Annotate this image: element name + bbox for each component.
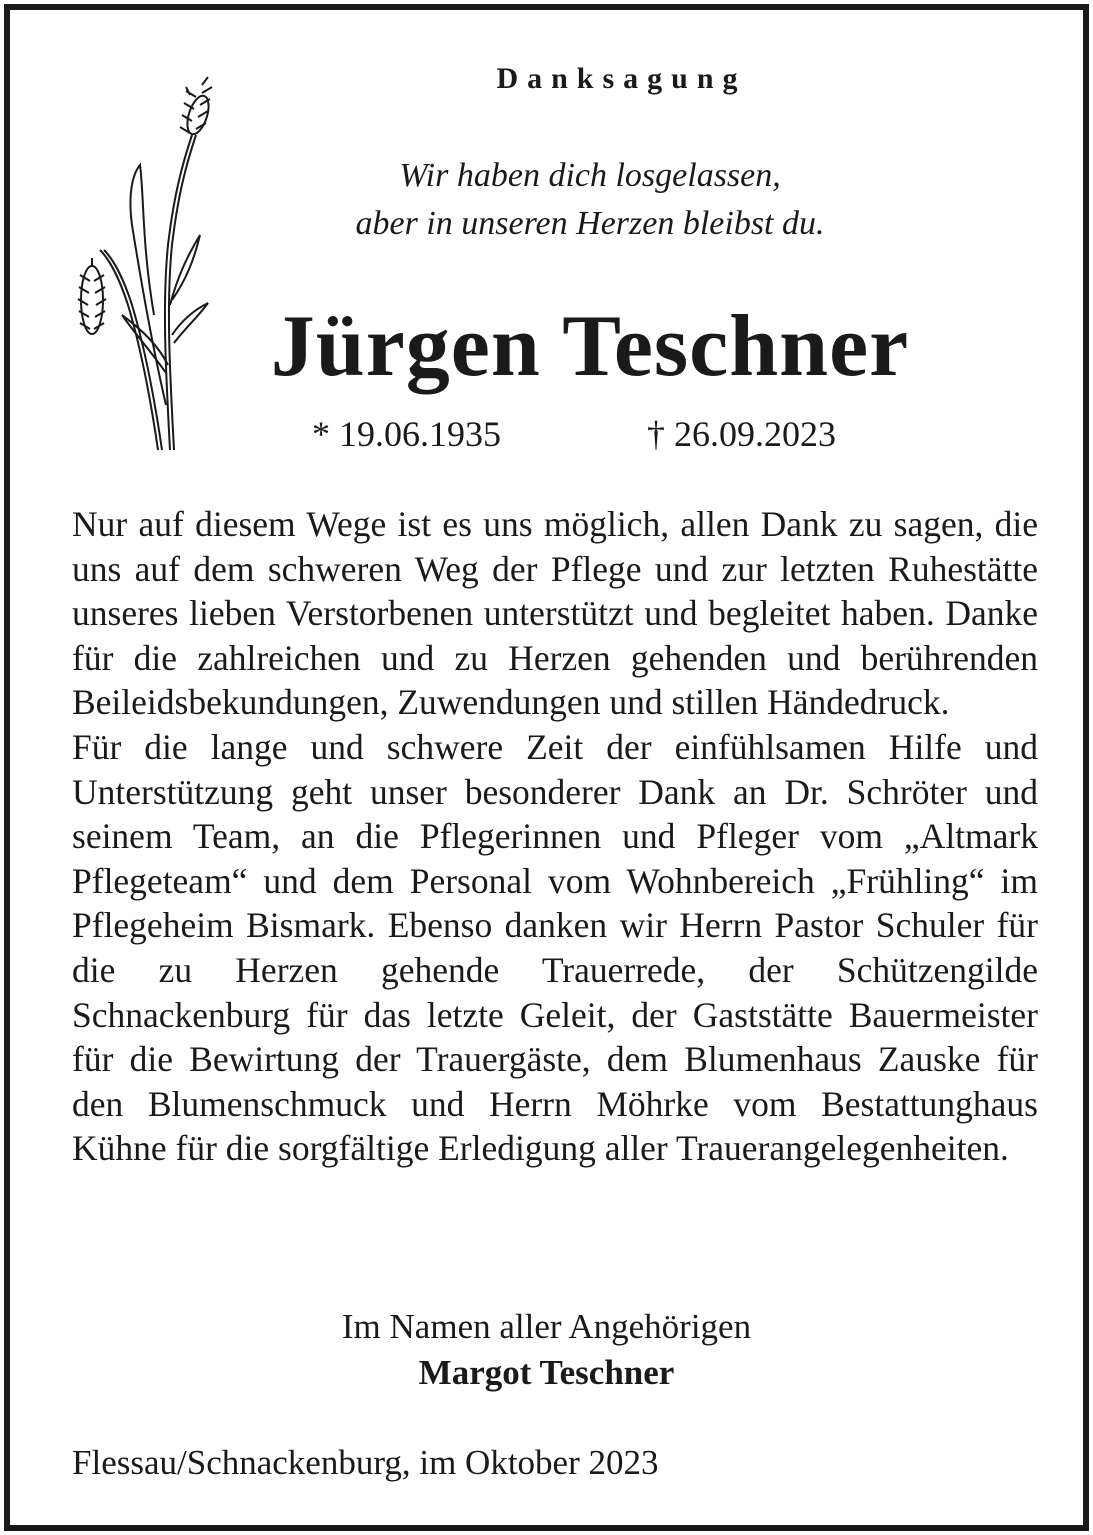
heading-title: Danksagung (496, 62, 747, 95)
motto-line-2: aber in unseren Herzen bleibst du. (355, 205, 825, 242)
notice-frame (4, 4, 1089, 1531)
body-paragraph-1: Nur auf diesem Wege ist es uns möglich, allen Dank zu sagen, die uns auf dem schweren Weg der Pflege und zur letzten Ruhestätte unseres lieben Verstorbenen unterstützt und begleitet haben. Danke für die zahlreichen und zu Herzen gehenden und berührenden Beileidsbekundungen, Zuwendungen und stillen Händedruck. (72, 504, 1038, 723)
death-date: † 26.09.2023 (647, 414, 836, 454)
body-text (72, 502, 1038, 1171)
deceased-name: Jürgen Teschner (270, 298, 910, 395)
wheat-ear-left (78, 258, 106, 334)
closing-line: Im Namen aller Angehörigen (341, 1307, 752, 1346)
place-date: Flessau/Schnackenburg, im Oktober 2023 (72, 1443, 659, 1482)
wheat-icon (70, 75, 220, 455)
birth-date: * 19.06.1935 (312, 414, 501, 454)
motto (260, 152, 920, 248)
closing (10, 1304, 1083, 1396)
body-paragraph-2: Für die lange und schwere Zeit der einfühlsamen Hilfe und Unterstützung geht unser besonderer Dank an Dr. Schröter und seinem Team, an die Pflegerinnen und Pfleger vom „Altmark Pflegeteam“ und dem Personal vom Wohnbereich „Frühling“ im Pflegeheim Bismark. Ebenso danken wir Herrn Pastor Schuler für die zu Herzen gehende Trauerrede, der Schützengilde Schnackenburg für das letzte Geleit, der Gaststätte Bauermeister für die Bewirtung der Trauergäste, dem Blumenhaus Zauske für den Blumenschmuck und Herrn Möhrke vom Bestattunghaus Kühne für die sorgfältige Erledigung aller Trauerangelegenheiten. (72, 726, 1038, 1169)
motto-line-1: Wir haben dich losgelassen, (399, 157, 781, 194)
signer-name: Margot Teschner (418, 1353, 675, 1392)
